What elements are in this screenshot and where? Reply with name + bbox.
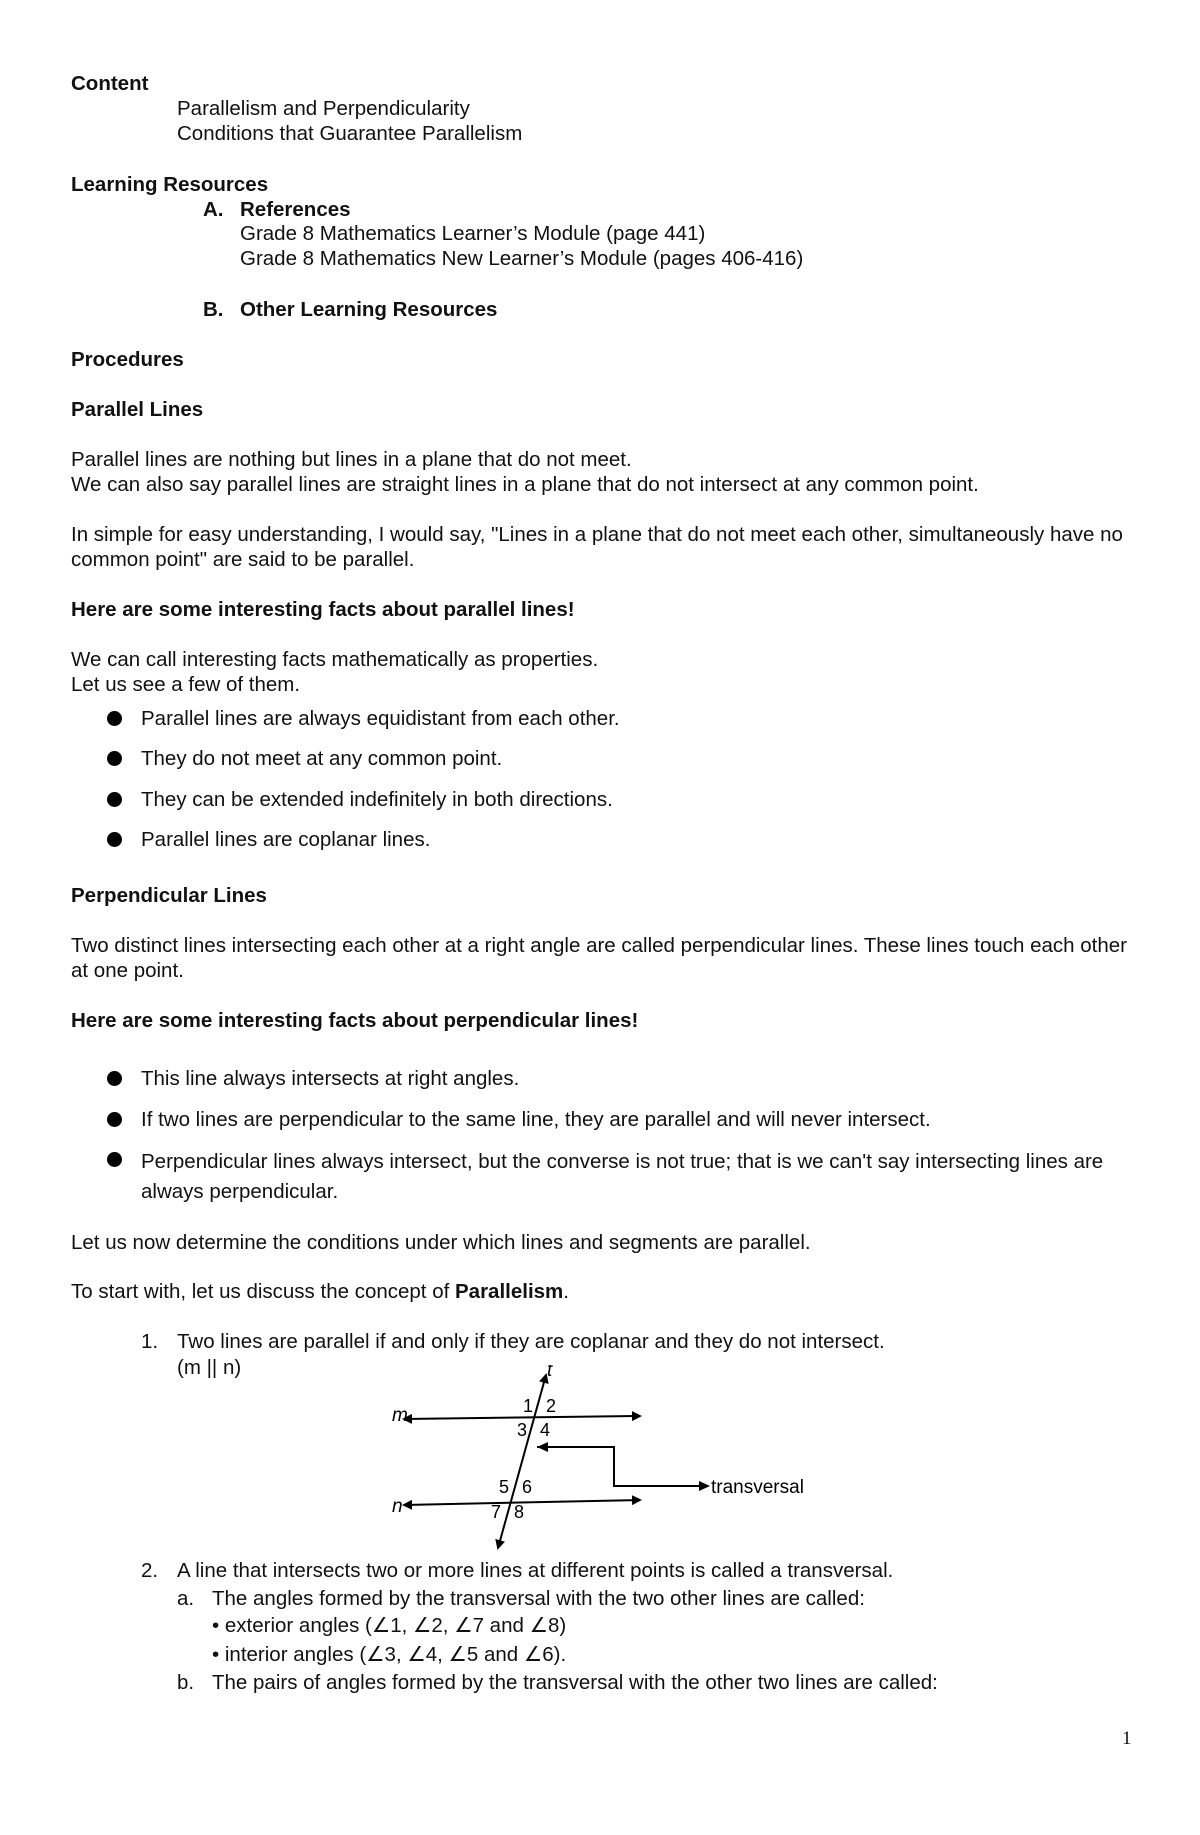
paragraph: We can also say parallel lines are straight lines in a plane that do not intersect at any common point. [71, 473, 979, 496]
parallelism-term: Parallelism [455, 1280, 564, 1303]
paragraph: Parallel lines are nothing but lines in a plane that do not meet. [71, 448, 632, 471]
bullet-icon [107, 751, 122, 766]
paragraph: Let us see a few of them. [71, 673, 301, 696]
list-item: A line that intersects two or more lines at different points is called a transversal. [177, 1559, 894, 1582]
perpendicular-lines-heading: Perpendicular Lines [71, 884, 267, 907]
paragraph: In simple for easy understanding, I would say, "Lines in a plane that do not meet each other, simultaneously have no common point" are said to be parallel. [71, 523, 1123, 571]
transversal-diagram [380, 1365, 820, 1555]
page-number: 1 [1122, 1728, 1132, 1749]
angle-group-interior: • interior angles (∠3, ∠4, ∠5 and ∠6). [212, 1643, 567, 1666]
bullet-icon [107, 1152, 122, 1167]
line-m [404, 1416, 640, 1419]
callout-arrowhead-left [537, 1442, 548, 1452]
reference-item: Grade 8 Mathematics Learner’s Module (page 441) [240, 222, 706, 245]
content-topic: Parallelism and Perpendicularity [177, 97, 470, 120]
bullet-icon [107, 711, 122, 726]
references-heading: References [240, 198, 351, 221]
list-item: They can be extended indefinitely in both directions. [141, 788, 613, 811]
bullet-icon [107, 792, 122, 807]
list-number: 2. [141, 1559, 159, 1582]
list-number: 1. [141, 1330, 159, 1353]
intro-text: To start with, let us discuss the concept of [71, 1280, 455, 1303]
bullet-icon [107, 1112, 122, 1127]
other-resources-heading: Other Learning Resources [240, 298, 498, 321]
bullet-icon [107, 832, 122, 847]
content-heading: Content [71, 72, 149, 95]
section-marker-a: A. [203, 198, 224, 221]
angle-label-2: 2 [546, 1396, 557, 1416]
angle-label-5: 5 [499, 1477, 510, 1497]
paragraph [71, 1279, 569, 1304]
list-item: Parallel lines are always equidistant from each other. [141, 707, 620, 730]
perpendicular-facts-heading: Here are some interesting facts about perpendicular lines! [71, 1009, 639, 1032]
callout-line [537, 1447, 704, 1486]
paragraph: We can call interesting facts mathematically as properties. [71, 648, 599, 671]
label-n: n [392, 1496, 403, 1517]
list-item: Perpendicular lines always intersect, but the converse is not true; that is we can't say intersecting lines are always perpendicular. [141, 1150, 1104, 1203]
label-m: m [392, 1405, 408, 1426]
list-item: Two lines are parallel if and only if they are coplanar and they do not intersect. [177, 1330, 885, 1353]
procedures-heading: Procedures [71, 348, 184, 371]
angle-label-4: 4 [540, 1420, 551, 1440]
paragraph: Two distinct lines intersecting each other at a right angle are called perpendicular lines. These lines touch each other at one point. [71, 934, 1127, 982]
transversal-callout-label: transversal [711, 1477, 804, 1498]
sub-list-marker: a. [177, 1587, 195, 1610]
content-topic: Conditions that Guarantee Parallelism [177, 122, 523, 145]
sub-list-item: The pairs of angles formed by the transversal with the other two lines are called: [212, 1671, 938, 1694]
sub-list-marker: b. [177, 1671, 195, 1694]
angle-label-8: 8 [514, 1502, 525, 1522]
angle-label-7: 7 [491, 1502, 502, 1522]
bullet-icon [107, 1071, 122, 1086]
parallel-lines-heading: Parallel Lines [71, 398, 204, 421]
section-marker-b: B. [203, 298, 224, 321]
list-item: They do not meet at any common point. [141, 747, 503, 770]
callout-arrowhead-right [699, 1481, 710, 1491]
angle-label-3: 3 [517, 1420, 528, 1440]
intro-punctuation: . [563, 1280, 569, 1303]
angle-group-exterior: • exterior angles (∠1, ∠2, ∠7 and ∠8) [212, 1614, 567, 1637]
sub-list-item: The angles formed by the transversal with the two other lines are called: [212, 1587, 865, 1610]
list-item: This line always intersects at right angles. [141, 1067, 520, 1090]
reference-item: Grade 8 Mathematics New Learner’s Module (pages 406-416) [240, 247, 804, 270]
learning-resources-heading: Learning Resources [71, 173, 269, 196]
notation: (m || n) [177, 1356, 242, 1379]
list-item: Parallel lines are coplanar lines. [141, 828, 431, 851]
label-t: t [547, 1365, 553, 1381]
list-item: If two lines are perpendicular to the same line, they are parallel and will never intersect. [141, 1108, 931, 1131]
parallel-facts-heading: Here are some interesting facts about parallel lines! [71, 598, 575, 621]
angle-label-1: 1 [523, 1396, 534, 1416]
paragraph: Let us now determine the conditions under which lines and segments are parallel. [71, 1231, 811, 1254]
line-t [498, 1375, 546, 1548]
angle-label-6: 6 [522, 1477, 533, 1497]
